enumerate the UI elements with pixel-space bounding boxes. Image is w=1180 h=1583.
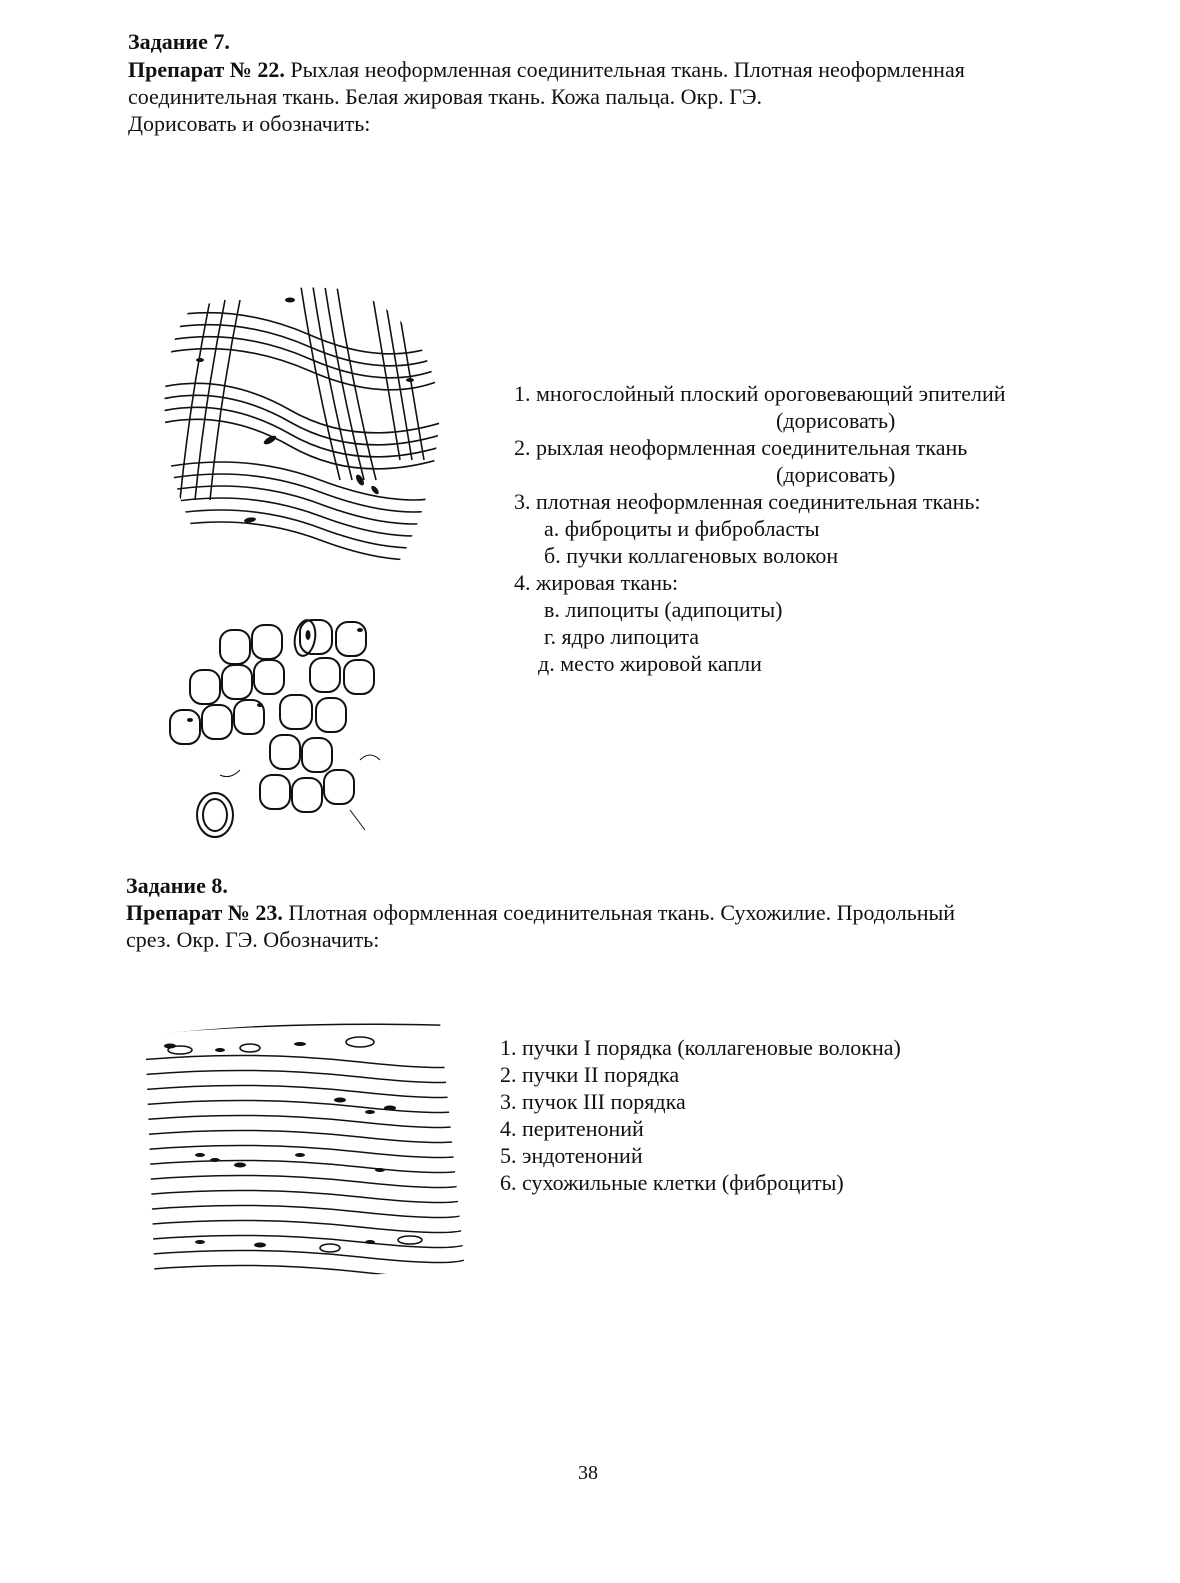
task7-legend-3a: а. фиброциты и фибробласты — [544, 516, 820, 541]
task7-prep-text: Рыхлая неоформленная соединительная ткань. Плотная неоформленная — [290, 57, 965, 82]
adipose-tissue-figure — [160, 610, 400, 850]
task8-legend-1: 1. пучки I порядка (коллагеновые волокна) — [500, 1035, 901, 1060]
task7-legend-4g: г. ядро липоцита — [544, 624, 700, 649]
task7-legend-2: 2. рыхлая неоформленная соединительная ткань — [514, 435, 968, 460]
task7-instruction: Дорисовать и обозначить: — [128, 111, 371, 136]
task7-legend-4v: в. липоциты (адипоциты) — [544, 597, 783, 622]
task7-legend-2-note: (дорисовать) — [776, 462, 896, 487]
task8-prep-line2: срез. Окр. ГЭ. Обозначить: — [126, 927, 380, 952]
tendon-figure — [140, 1020, 470, 1280]
task7-legend-4: 4. жировая ткань: — [514, 570, 679, 595]
task7-prep-line2: соединительная ткань. Белая жировая ткань. Кожа пальца. Окр. ГЭ. — [128, 84, 762, 109]
task8-legend-2: 2. пучки II порядка — [500, 1062, 680, 1087]
task7-legend-1-note: (дорисовать) — [776, 408, 896, 433]
dense-connective-tissue-figure — [150, 280, 450, 580]
task7-legend-3b: б. пучки коллагеновых волокон — [544, 543, 839, 568]
task7-legend-1: 1. многослойный плоский ороговевающий эпителий — [514, 381, 1006, 406]
task8-legend-5: 5. эндотеноний — [500, 1143, 643, 1168]
task7-legend-3: 3. плотная неоформленная соединительная ткань: — [514, 489, 981, 514]
task7-heading: Задание 7. — [128, 29, 230, 54]
task7-legend-4d: д. место жировой капли — [538, 651, 762, 676]
task8-prep-text: Плотная оформленная соединительная ткань. Сухожилие. Продольный — [288, 900, 956, 925]
task8-prep-label: Препарат № 23. — [126, 900, 283, 925]
task8-prep-line1 — [126, 899, 955, 926]
task8-heading: Задание 8. — [126, 873, 228, 898]
task8-legend-6: 6. сухожильные клетки (фиброциты) — [500, 1170, 844, 1195]
task7-prep-label: Препарат № 22. — [128, 57, 285, 82]
task7-prep-line1 — [128, 56, 965, 83]
page-number: 38 — [578, 1462, 598, 1484]
task8-legend-3: 3. пучок III порядка — [500, 1089, 686, 1114]
task8-legend-4: 4. перитеноний — [500, 1116, 644, 1141]
